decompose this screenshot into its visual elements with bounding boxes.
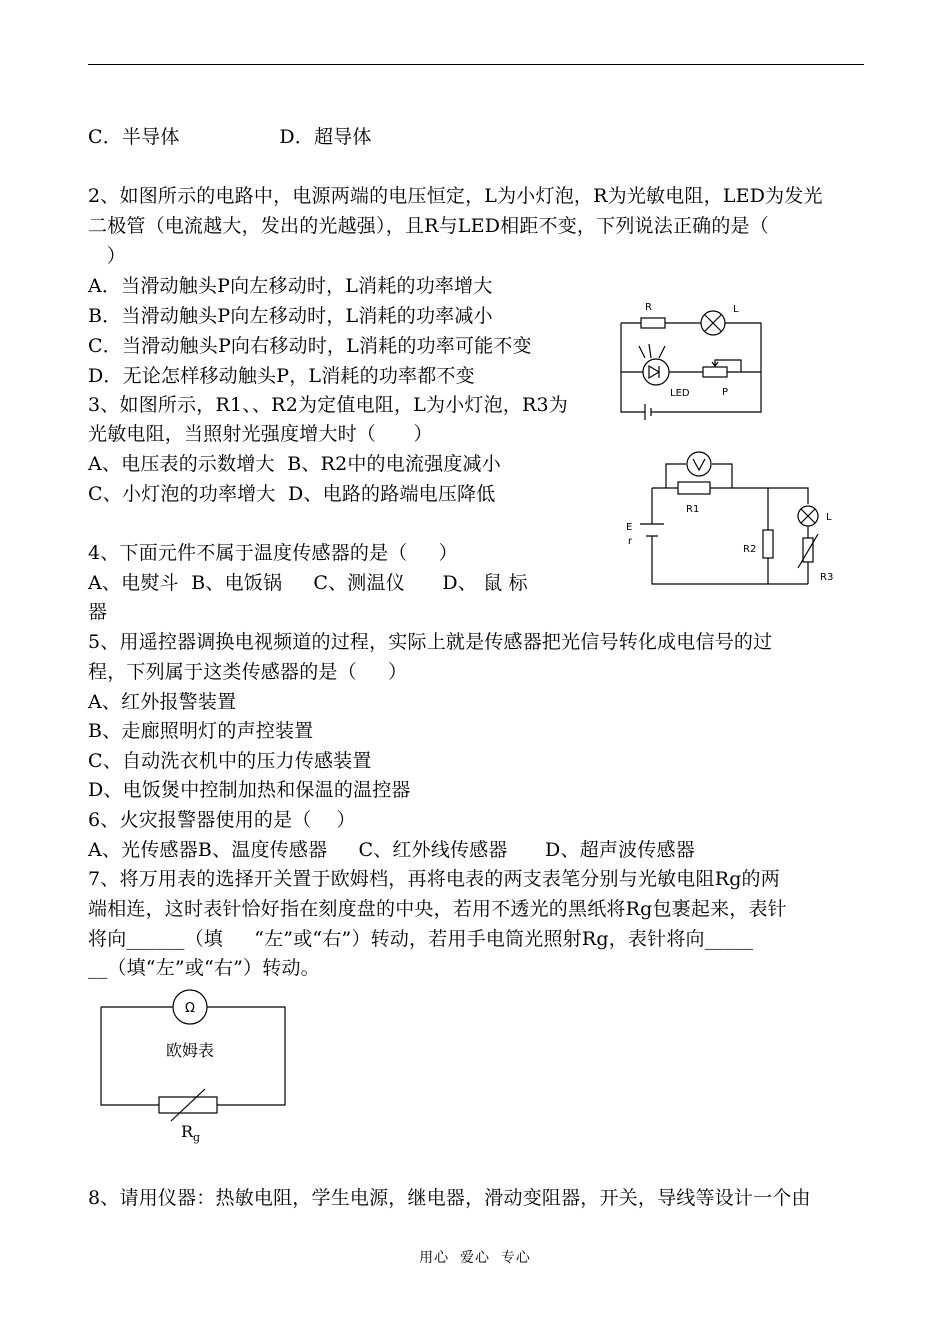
text-line-5: A．当滑动触头P向左移动时，L消耗的功率增大 bbox=[88, 275, 493, 297]
fig1-label-p: P bbox=[722, 387, 729, 398]
fig2-label-l: L bbox=[826, 512, 832, 523]
fig1-label-r: R bbox=[645, 302, 652, 313]
text-line-19: B、走廊照明灯的声控装置 bbox=[88, 720, 314, 742]
page-footer: 用心 爱心 专心 bbox=[419, 1250, 531, 1266]
text-line-25: 端相连，这时表针恰好指在刻度盘的中央，若用不透光的黑纸将Rg包裹起来，表针 bbox=[88, 898, 787, 920]
text-line-3: 二极管（电流越大，发出的光越强），且R与LED相距不变，下列说法正确的是（ bbox=[88, 215, 769, 237]
text-line-26: 将向______（填 “左”或“右”）转动，若用手电筒光照射Rg，表针将向_____ bbox=[88, 928, 754, 950]
fig2-label-r1: R1 bbox=[686, 504, 700, 515]
text-line-22: 6、火灾报警器使用的是（ ） bbox=[88, 809, 356, 831]
text-line-1: C．半导体 D．超导体 bbox=[88, 126, 372, 148]
circuit-figure-1 bbox=[615, 296, 775, 424]
text-line-24: 7、将万用表的选择开关置于欧姆档，再将电表的两支表笔分别与光敏电阻Rg的两 bbox=[88, 868, 780, 890]
text-line-21: D、电饭煲中控制加热和保温的温控器 bbox=[88, 779, 411, 801]
circuit-figure-2 bbox=[620, 446, 850, 591]
text-line-6: B．当滑动触头P向左移动时，L消耗的功率减小 bbox=[88, 305, 493, 327]
fig2-label-r-internal: r bbox=[628, 536, 633, 547]
fig1-label-led: LED bbox=[670, 388, 690, 399]
text-line-4: ） bbox=[88, 245, 126, 267]
fig2-label-r2: R2 bbox=[743, 544, 757, 555]
text-line-13: 4、下面元件不属于温度传感器的是（ ） bbox=[88, 542, 458, 564]
circuit-figure-3 bbox=[95, 985, 295, 1150]
fig3-omega-symbol: Ω bbox=[185, 1001, 195, 1016]
text-line-15: 器 bbox=[88, 601, 108, 623]
fig2-label-r3: R3 bbox=[820, 572, 834, 583]
text-line-17: 程，下列属于这类传感器的是（ ） bbox=[88, 661, 408, 683]
text-line-18: A、红外报警装置 bbox=[88, 691, 237, 713]
text-line-2: 2、如图所示的电路中，电源两端的电压恒定，L为小灯泡，R为光敏电阻，LED为发光 bbox=[88, 185, 823, 207]
header-rule bbox=[88, 64, 864, 65]
text-line-11: A、电压表的示数增大 B、R2中的电流强度减小 bbox=[88, 453, 501, 475]
fig3-rg-label: $R_g$ bbox=[181, 1122, 201, 1144]
fig3-meter-label: 欧姆表 bbox=[165, 1041, 215, 1060]
text-line-7: C．当滑动触头P向右移动时，L消耗的功率可能不变 bbox=[88, 335, 532, 357]
text-line-10: 光敏电阻，当照射光强度增大时（ ） bbox=[88, 423, 433, 445]
text-line-23: A、光传感器B、温度传感器 C、红外线传感器 D、超声波传感器 bbox=[88, 839, 695, 861]
text-line-9: 3、如图所示，R1、、R2为定值电阻，L为小灯泡，R3为 bbox=[88, 394, 568, 416]
text-line-27: __（填“左”或“右”）转动。 bbox=[88, 957, 320, 979]
text-line-16: 5、用遥控器调换电视频道的过程，实际上就是传感器把光信号转化成电信号的过 bbox=[88, 631, 773, 653]
text-line-20: C、自动洗衣机中的压力传感装置 bbox=[88, 750, 372, 772]
fig1-label-l: L bbox=[733, 304, 739, 315]
text-line-14: A、电熨斗 B、电饭锅 C、测温仪 D、 鼠 标 bbox=[88, 572, 528, 594]
text-line-12: C、小灯泡的功率增大 D、电路的路端电压降低 bbox=[88, 483, 496, 505]
text-line-28: 8、请用仪器：热敏电阻，学生电源，继电器，滑动变阻器，开关，导线等设计一个由 bbox=[88, 1187, 811, 1209]
text-line-8: D．无论怎样移动触头P，L消耗的功率都不变 bbox=[88, 365, 475, 387]
fig2-label-e: E bbox=[626, 522, 633, 533]
